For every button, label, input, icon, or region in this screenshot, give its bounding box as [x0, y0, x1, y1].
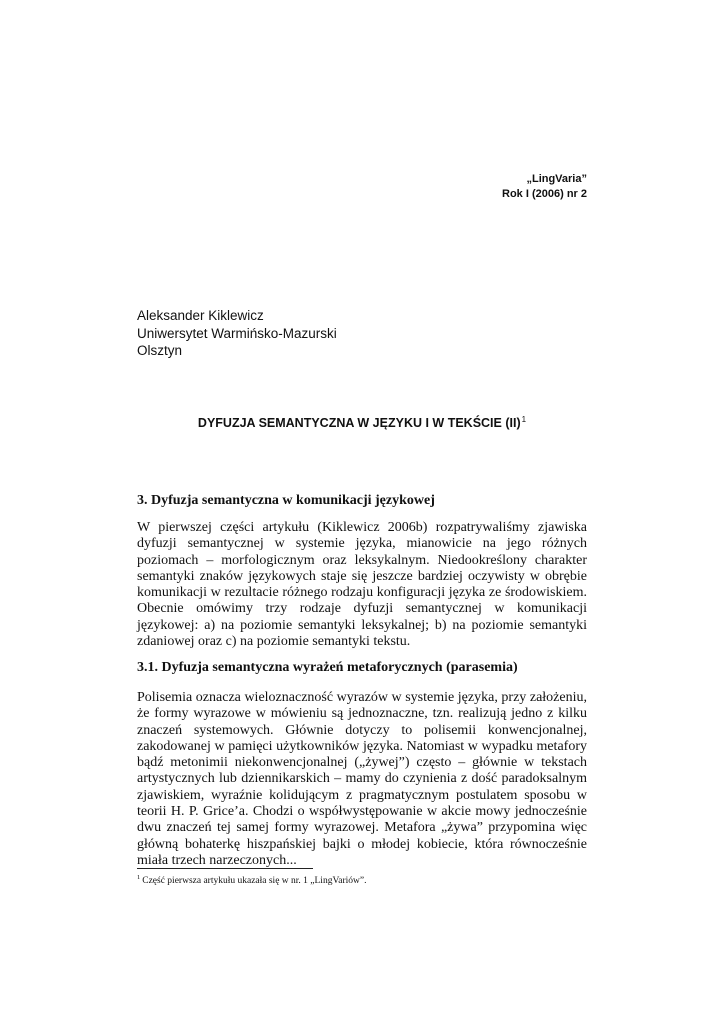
section-heading-3: 3. Dyfuzja semantyczna w komunikacji językowej [137, 493, 435, 508]
journal-header [502, 172, 587, 202]
author-name: Aleksander Kiklewicz [137, 308, 264, 323]
journal-name: „LingVaria” [526, 173, 587, 185]
section-heading-3-1: 3.1. Dyfuzja semantyczna wyrażeń metaforycznych (parasemia) [137, 660, 518, 675]
footnote-text: Część pierwsza artykułu ukazała się w nr. 1 „LingVariów”. [142, 876, 367, 887]
footnote-number: 1 [137, 874, 141, 881]
author-block [137, 307, 337, 360]
author-city: Olsztyn [137, 343, 183, 358]
author-affiliation: Uniwersytet Warmińsko-Mazurski [137, 325, 337, 341]
journal-issue: Rok I (2006) nr 2 [502, 188, 587, 200]
footnote [137, 874, 366, 886]
article-title: DYFUZJA SEMANTYCZNA W JĘZYKU I W TEKŚCIE (II) [197, 416, 521, 431]
section-paragraph-3: W pierwszej części artykułu (Kiklewicz 2006b) rozpatrywaliśmy zjawiska dyfuzji semantycznej w systemie języka, mianowicie na jego różnych poziomach – morfologicznym oraz leksykalnym. Niedookreślony charakter semantyki znaków językowych staje się jeszcze bardziej oczywisty w obrębie komunikacji w rezultacie różnego rodzaju konfiguracji języka ze środowiskiem. Obecnie omówimy trzy rodzaje dyfuzji semantycznej w komunikacji językowej: a) na poziomie semantyki leksykalnej; b) na poziomie semantyki zdaniowej oraz c) na poziomie semantyki tekstu. [137, 520, 587, 650]
footnote-divider [137, 868, 313, 869]
section-paragraph-3-1: Polisemia oznacza wieloznaczność wyrazów w systemie języka, przy założeniu, że formy wyrazowe w mówieniu są jednoznaczne, tzn. realizują jedno z kilku znaczeń systemowych. Głównie dotyczy to polisemii konwencjonalnej, zakodowanej w pamięci użytkowników języka. Natomiast w wypadku metafory bądź metonimii niekonwencjonalnej („żywej”) często – głównie w tekstach artystycznych lub dziennikarskich – mamy do czynienia z dość paradoksalnym zjawiskiem, wyraźnie kolidującym z pragmatycznym postulatem sposobu w teorii H. P. Grice’a. Chodzi o współwystępowanie w akcie mowy jednocześnie dwu znaczeń tej samej formy wyrazowej. Metafora „żywa” przypomina więc główną bohaterkę hiszpańskiej bajki o młodej kobiecie, która równocześnie miała trzech narzeczonych... [137, 690, 587, 868]
article-title-block [137, 415, 587, 430]
title-footnote-marker: 1 [521, 415, 527, 424]
